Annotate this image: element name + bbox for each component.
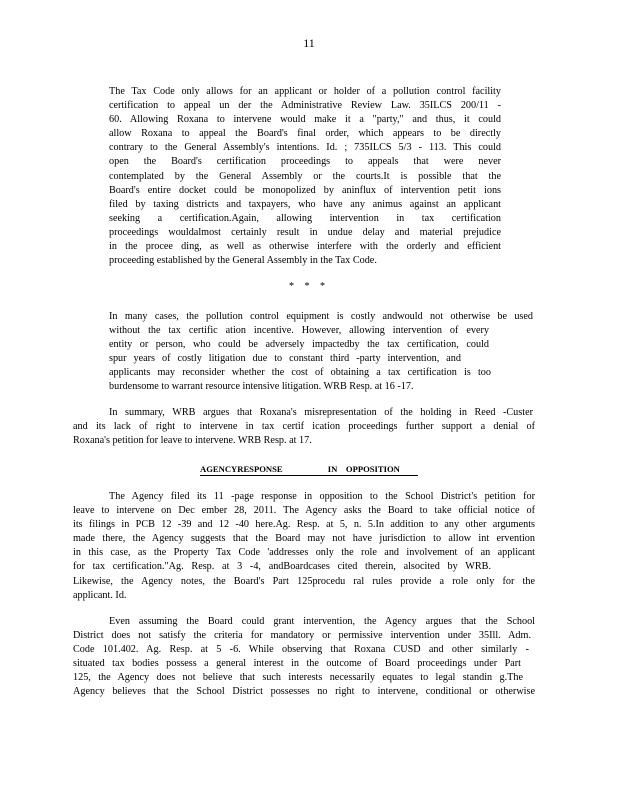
text-line: its filings in PCB 12 -39 and 12 -40 here.Ag. Resp. at 5, n. 5.In addition to any other arguments [73,519,535,531]
text-line: proceeding established by the General Assembly in the Tax Code. [109,255,377,267]
text-line: The Tax Code only allows for an applicant or holder of a pollution control facility [109,86,501,97]
text-line: 60. Allowing Roxana to intervene would make it a "party," and thus, it could [109,114,501,126]
text-line: contrary to the General Assembly's intentions. Id. ; 735ILCS 5/3 - 113. This could [109,142,501,154]
text-line: seeking a certification.Again, allowing intervention in tax certification [109,212,501,224]
text-line: The Agency filed its 11 -page response in opposition to the School District's petition for [109,491,535,502]
text-line: spur years of costly litigation due to constant third -party intervention, and [109,353,461,365]
paragraph-summary [73,406,535,448]
paragraph-tax-code [109,85,501,268]
text-line: allow Roxana to appeal the Board's final order, which appears to be directly [109,128,501,140]
text-line: made there, the Agency suggests that the Board may not have jurisdiction to allow int ervention [73,533,535,545]
text-line: District does not satisfy the criteria for mandatory or permissive intervention under 35Ill. Adm. [73,630,531,642]
text-line: applicant. Id. [73,589,127,601]
text-line: burdensome to warrant resource intensive litigation. WRB Resp. at 16 -17. [109,381,414,393]
text-line: Board's entire docket could be monopolized by aninflux of intervention petit ions [109,184,501,196]
heading-part-agency-response: AGENCYRESPONSE [200,464,283,474]
text-line: applicants may reconsider whether the cost of obtaining a tax certification is too [109,367,491,379]
text-line: contemplated by the General Assembly or the courts.It is possible that the [109,170,501,182]
text-line: without the tax certific ation incentive. However, allowing intervention of every [109,325,489,337]
text-line: and its lack of right to intervene in tax certif ication proceedings further support a denial of [73,421,535,433]
text-line: filed by taxing districts and taxpayers, who have any animus against an applicant [109,198,501,210]
text-line: Roxana's petition for leave to intervene. WRB Resp. at 17. [73,435,312,447]
text-line: open the Board's certification proceedings to appeals that were never [109,156,501,168]
section-separator: * * * [289,281,329,292]
text-line: in this case, as the Property Tax Code 'addresses only the role and involvement of an applicant [73,547,535,559]
heading-part-in-opposition: IN OPPOSITION [327,464,400,474]
text-line: Likewise, the Agency notes, the Board's Part 125procedu ral rules provide a role only for the [73,575,535,587]
paragraph-agency-filed [73,490,535,603]
text-line: entity or person, who could be adversely impactedby the tax certification, could [109,339,489,351]
heading-gap [285,464,326,474]
text-line: for tax certification."Ag. Resp. at 3 -4, andBoardcases cited therein, alsocited by WRB. [73,561,491,573]
text-line: situated tax bodies possess a general interest in the outcome of Board proceedings under Part [73,658,521,670]
paragraph-pollution-control [109,310,533,395]
text-line: leave to intervene on Dec ember 28, 2011. The Agency asks the Board to take official notice of [73,505,535,517]
text-line: Even assuming the Board could grant intervention, the Agency argues that the School [109,616,535,627]
text-line: Agency believes that the School District possesses no right to intervene, conditional or otherwise [73,686,535,698]
page-number: 11 [303,36,315,50]
paragraph-even-assuming [73,615,535,700]
text-line: proceedings wouldalmost certainly result in undue delay and material prejudice [109,226,501,238]
text-line: 125, the Agency does not believe that such interests necessarily equates to legal standin g.The [73,672,523,684]
text-line: In summary, WRB argues that Roxana's misrepresentation of the holding in Reed -Custer [109,407,533,418]
text-line: certification to appeal un der the Administrative Review Law. 35ILCS 200/11 - [109,100,501,112]
text-line: in the procee ding, as well as otherwise interfere with the orderly and efficient [109,241,501,253]
section-heading [200,464,418,476]
text-line: In many cases, the pollution control equipment is costly andwould not otherwise be used [109,311,533,322]
text-line: Code 101.402. Ag. Resp. at 5 -6. While observing that Roxana CUSD and other similarly - [73,644,529,656]
